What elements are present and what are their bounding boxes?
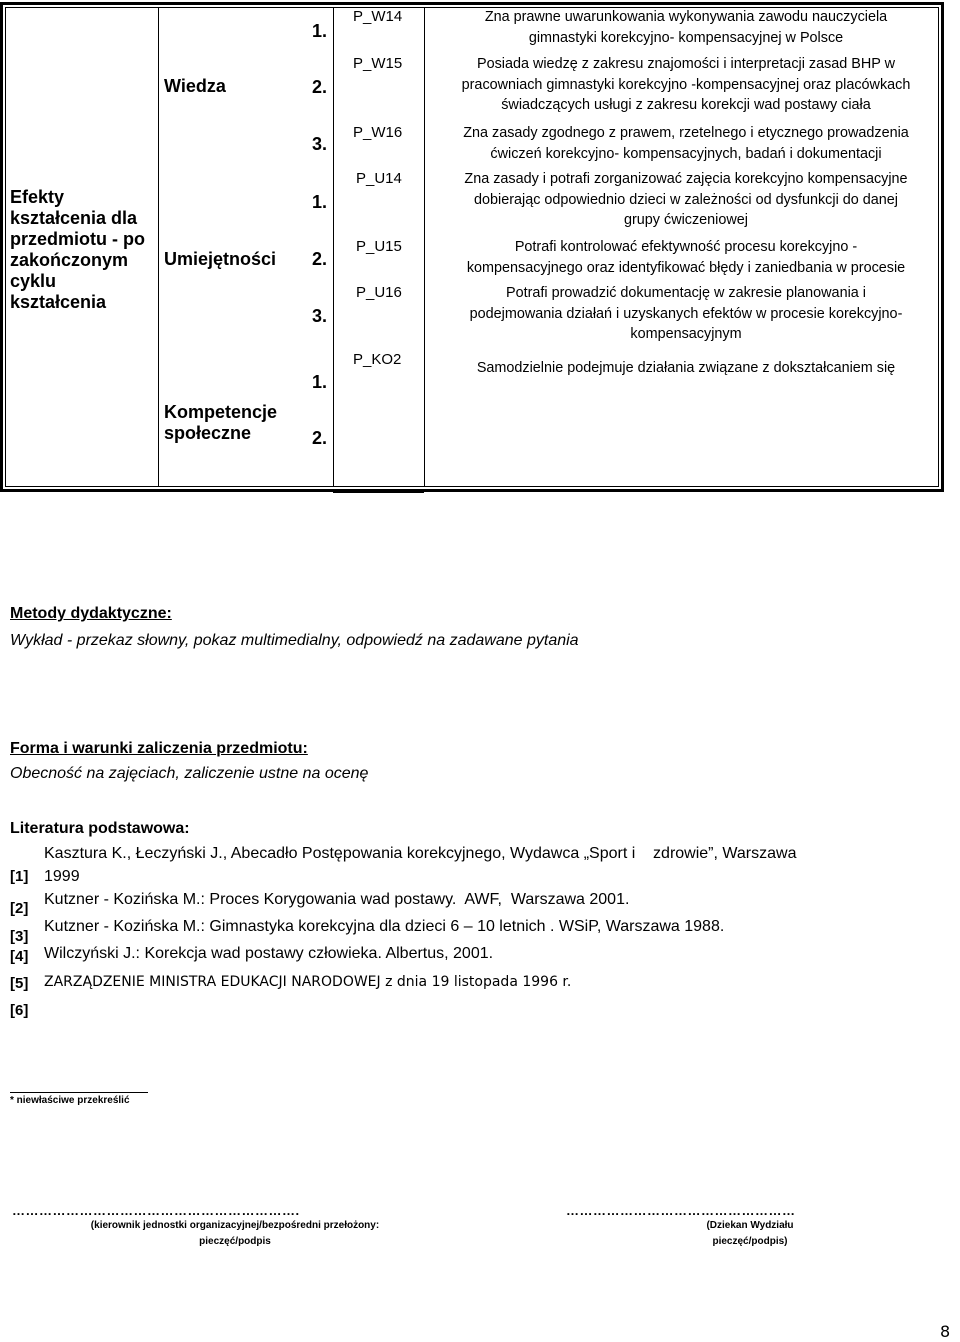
reference-text: ZARZĄDZENIE MINISTRA EDUKACJI NARODOWEJ z dnia 19 listopada 1996 r. bbox=[44, 974, 572, 990]
row-number: 2. bbox=[312, 249, 328, 269]
outcome-code: P_U14 bbox=[356, 170, 402, 187]
outcome-description: Zna zasady i potrafi zorganizować zajęcia korekcyjno kompensacyjne dobierając odpowiednio dzieci w zależności od dysfunkcji do danej grupy ćwiczeniowej bbox=[464, 171, 908, 228]
table-divider bbox=[333, 7, 334, 487]
row-number: 1. bbox=[312, 372, 328, 392]
reference-text: Wilczyński J.: Korekcja wad postawy człowieka. Albertus, 2001. bbox=[44, 945, 494, 962]
table-divider bbox=[424, 7, 425, 487]
outcome-description: Potrafi prowadzić dokumentację w zakresie planowania i podejmowania działań i uzyskanych efektów w procesie korekcyjno- kompensacyjnym bbox=[469, 285, 903, 342]
outcome-description: Zna zasady zgodnego z prawem, rzetelnego i etycznego prowadzenia ćwiczeń korekcyjno- kompensacyjnych, badań i dokumentacji bbox=[463, 125, 909, 162]
outcome-code: P_W14 bbox=[353, 8, 403, 25]
reference-id: [5] bbox=[10, 975, 29, 992]
signature-line-left: ………………………………………………………. bbox=[12, 1203, 300, 1218]
table-divider bbox=[333, 492, 424, 493]
page-number: 8 bbox=[940, 1322, 951, 1341]
outcome-code: P_U16 bbox=[356, 284, 402, 301]
reference-text: 1999 bbox=[44, 868, 80, 885]
row-number: 3. bbox=[312, 134, 328, 154]
row-number: 2. bbox=[312, 77, 328, 97]
assessment-text: Obecność na zajęciach, zaliczenie ustne na ocenę bbox=[10, 765, 369, 782]
assessment-title: Forma i warunki zaliczenia przedmiotu: bbox=[10, 740, 308, 757]
signature-caption-right: (Dziekan Wydziału pieczęć/podpis) bbox=[706, 1220, 794, 1247]
row-number: 2. bbox=[312, 428, 328, 448]
methods-text: Wykład - przekaz słowny, pokaz multimedialny, odpowiedź na zadawane pytania bbox=[10, 632, 579, 649]
signature-line-right: …………………………………………… bbox=[566, 1203, 796, 1218]
outcome-code: P_W16 bbox=[353, 124, 403, 141]
outcome-description: Zna prawne uwarunkowania wykonywania zawodu nauczyciela gimnastyki korekcyjno- kompensacyjnej w Polsce bbox=[484, 9, 888, 46]
reference-text: Kutzner - Kozińska M.: Proces Korygowania wad postawy. AWF, Warszawa 2001. bbox=[44, 891, 630, 908]
footnote: * niewłaściwe przekreślić bbox=[10, 1095, 130, 1106]
reference-id: [6] bbox=[10, 1002, 29, 1019]
footnote-separator bbox=[10, 1092, 148, 1093]
outcome-code: P_KO2 bbox=[353, 351, 402, 368]
category-wiedza: Wiedza bbox=[164, 76, 226, 96]
category-kompetencje: Kompetencje społeczne bbox=[164, 402, 278, 443]
reference-id: [1] bbox=[10, 868, 29, 885]
category-umiejetnosci: Umiejętności bbox=[164, 249, 277, 269]
outcomes-section-label: Efekty kształcenia dla przedmiotu - po zakończonym cyklu kształcenia bbox=[10, 187, 145, 312]
reference-id: [3] bbox=[10, 928, 29, 945]
row-number: 1. bbox=[312, 192, 328, 212]
reference-text: Kutzner - Kozińska M.: Gimnastyka korekcyjna dla dzieci 6 – 10 letnich . WSiP, Warszawa 1988. bbox=[44, 918, 725, 935]
literature-title: Literatura podstawowa: bbox=[10, 820, 190, 837]
outcome-description: Posiada wiedzę z zakresu znajomości i interpretacji zasad BHP w pracowniach gimnastyki korekcyjno -kompensacyjnej oraz placówkach świadczących usługi z zakresu korekcji wad postawy ciała bbox=[461, 56, 911, 113]
reference-id: [4] bbox=[10, 948, 29, 965]
row-number: 1. bbox=[312, 21, 328, 41]
reference-id: [2] bbox=[10, 900, 29, 917]
row-number: 3. bbox=[312, 306, 328, 326]
table-divider bbox=[158, 7, 159, 487]
reference-text: Kasztura K., Łeczyński J., Abecadło Postępowania korekcyjnego, Wydawca „Sport i zdrowie”, Warszawa bbox=[44, 845, 797, 862]
outcome-code: P_U15 bbox=[356, 238, 402, 255]
outcome-description: Samodzielnie podejmuje działania związane z dokształcaniem się bbox=[476, 360, 896, 376]
outcome-code: P_W15 bbox=[353, 55, 403, 72]
outcome-description: Potrafi kontrolować efektywność procesu korekcyjno - kompensacyjnego oraz identyfikować błędy i zaniedbania w procesie bbox=[466, 239, 906, 276]
signature-caption-left: (kierownik jednostki organizacyjnej/bezpośredni przełożony: pieczęć/podpis bbox=[90, 1220, 380, 1247]
methods-title: Metody dydaktyczne: bbox=[10, 605, 172, 622]
